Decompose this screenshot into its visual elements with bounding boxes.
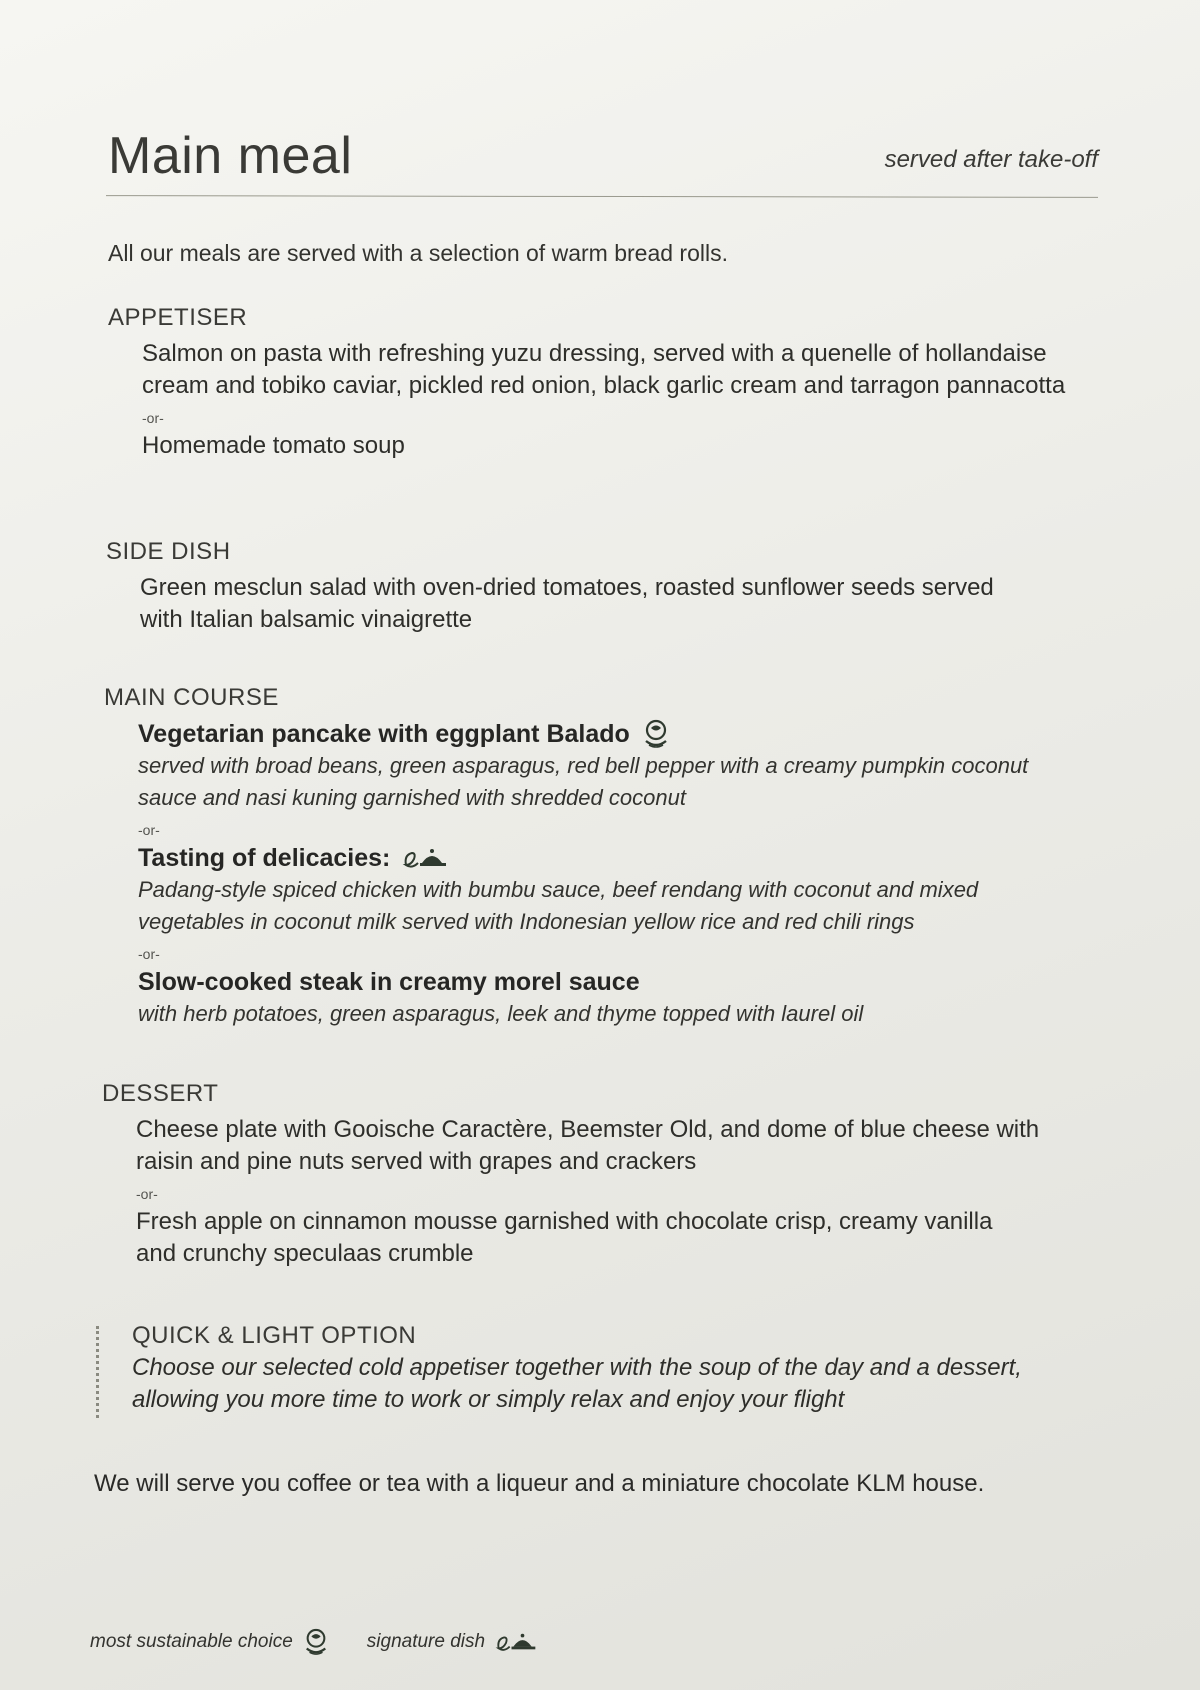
dish-name-tasting xyxy=(138,842,1084,874)
section-title: MAIN COURSE xyxy=(104,684,279,711)
dish-desc-vegetarian: served with broad beans, green asparagus, red bell pepper with a creamy pumpkin coconut sauce and nasi kuning garnished with shredded coconut xyxy=(138,753,1029,810)
sustainable-choice-icon xyxy=(642,719,670,749)
menu-header xyxy=(108,118,1098,198)
appetiser-items xyxy=(142,338,1088,462)
quick-light-text: Choose our selected cold appetiser together with the soup of the day and a dessert, allowing you more time to work or simply relax and enjoy your flight xyxy=(132,1354,1022,1413)
dessert-item-apple: Fresh apple on cinnamon mousse garnished with chocolate crisp, creamy vanilla and crunchy speculaas crumble xyxy=(136,1208,993,1267)
served-note: served after take-off xyxy=(884,146,1098,173)
dish-name-steak xyxy=(138,966,1084,998)
dessert-section xyxy=(102,1080,1082,1270)
quick-light-bar xyxy=(96,1326,99,1418)
appetiser-item-salmon: Salmon on pasta with refreshing yuzu dressing, served with a quenelle of hollandaise cream and tobiko caviar, pickled red onion, black garlic cream and tarragon pannacotta xyxy=(142,340,1066,399)
dish-name-text: Vegetarian pancake with eggplant Balado xyxy=(138,720,630,748)
section-title: SIDE DISH xyxy=(106,538,231,565)
legend-sustainable-label: most sustainable choice xyxy=(90,1631,293,1652)
or-separator: -or- xyxy=(136,1186,158,1202)
or-separator: -or- xyxy=(142,410,164,426)
coffee-note: We will serve you coffee or tea with a liqueur and a miniature chocolate KLM house. xyxy=(94,1470,985,1497)
dessert-items xyxy=(136,1114,1082,1270)
signature-dish-icon xyxy=(402,845,450,871)
dish-name-vegetarian xyxy=(138,718,1084,750)
or-separator: -or- xyxy=(138,822,160,838)
section-title: APPETISER xyxy=(108,304,248,331)
side-dish-item-salad: Green mesclun salad with oven-dried tomatoes, roasted sunflower seeds served with Italian balsamic vinaigrette xyxy=(140,574,994,633)
dish-name-text: Slow-cooked steak in creamy morel sauce xyxy=(138,968,640,996)
legend xyxy=(90,1628,539,1656)
side-dish-items xyxy=(140,572,1086,636)
signature-dish-icon xyxy=(495,1630,539,1654)
main-course-items xyxy=(138,718,1084,1030)
dish-desc-steak: with herb potatoes, green asparagus, leek and thyme topped with laurel oil xyxy=(138,1001,864,1026)
legend-signature-label: signature dish xyxy=(366,1631,486,1652)
section-title: DESSERT xyxy=(102,1080,219,1107)
appetiser-section xyxy=(108,304,1088,462)
or-separator: -or- xyxy=(138,946,160,962)
intro-text: All our meals are served with a selection of warm bread rolls. xyxy=(108,240,728,266)
quick-light-section xyxy=(96,1322,1112,1416)
section-title: QUICK & LIGHT OPTION xyxy=(132,1322,417,1349)
page-title: Main meal xyxy=(108,127,353,185)
main-course-section xyxy=(104,684,1084,1030)
dessert-item-cheese: Cheese plate with Gooische Caractère, Beemster Old, and dome of blue cheese with raisin and pine nuts served with grapes and crackers xyxy=(136,1116,1040,1175)
dish-desc-tasting: Padang-style spiced chicken with bumbu sauce, beef rendang with coconut and mixed vegetables in coconut milk served with Indonesian yellow rice and red chili rings xyxy=(138,877,979,934)
dish-name-text: Tasting of delicacies: xyxy=(138,844,391,872)
appetiser-item-soup: Homemade tomato soup xyxy=(142,432,405,459)
side-dish-section xyxy=(106,538,1086,636)
sustainable-choice-icon xyxy=(303,1628,329,1656)
